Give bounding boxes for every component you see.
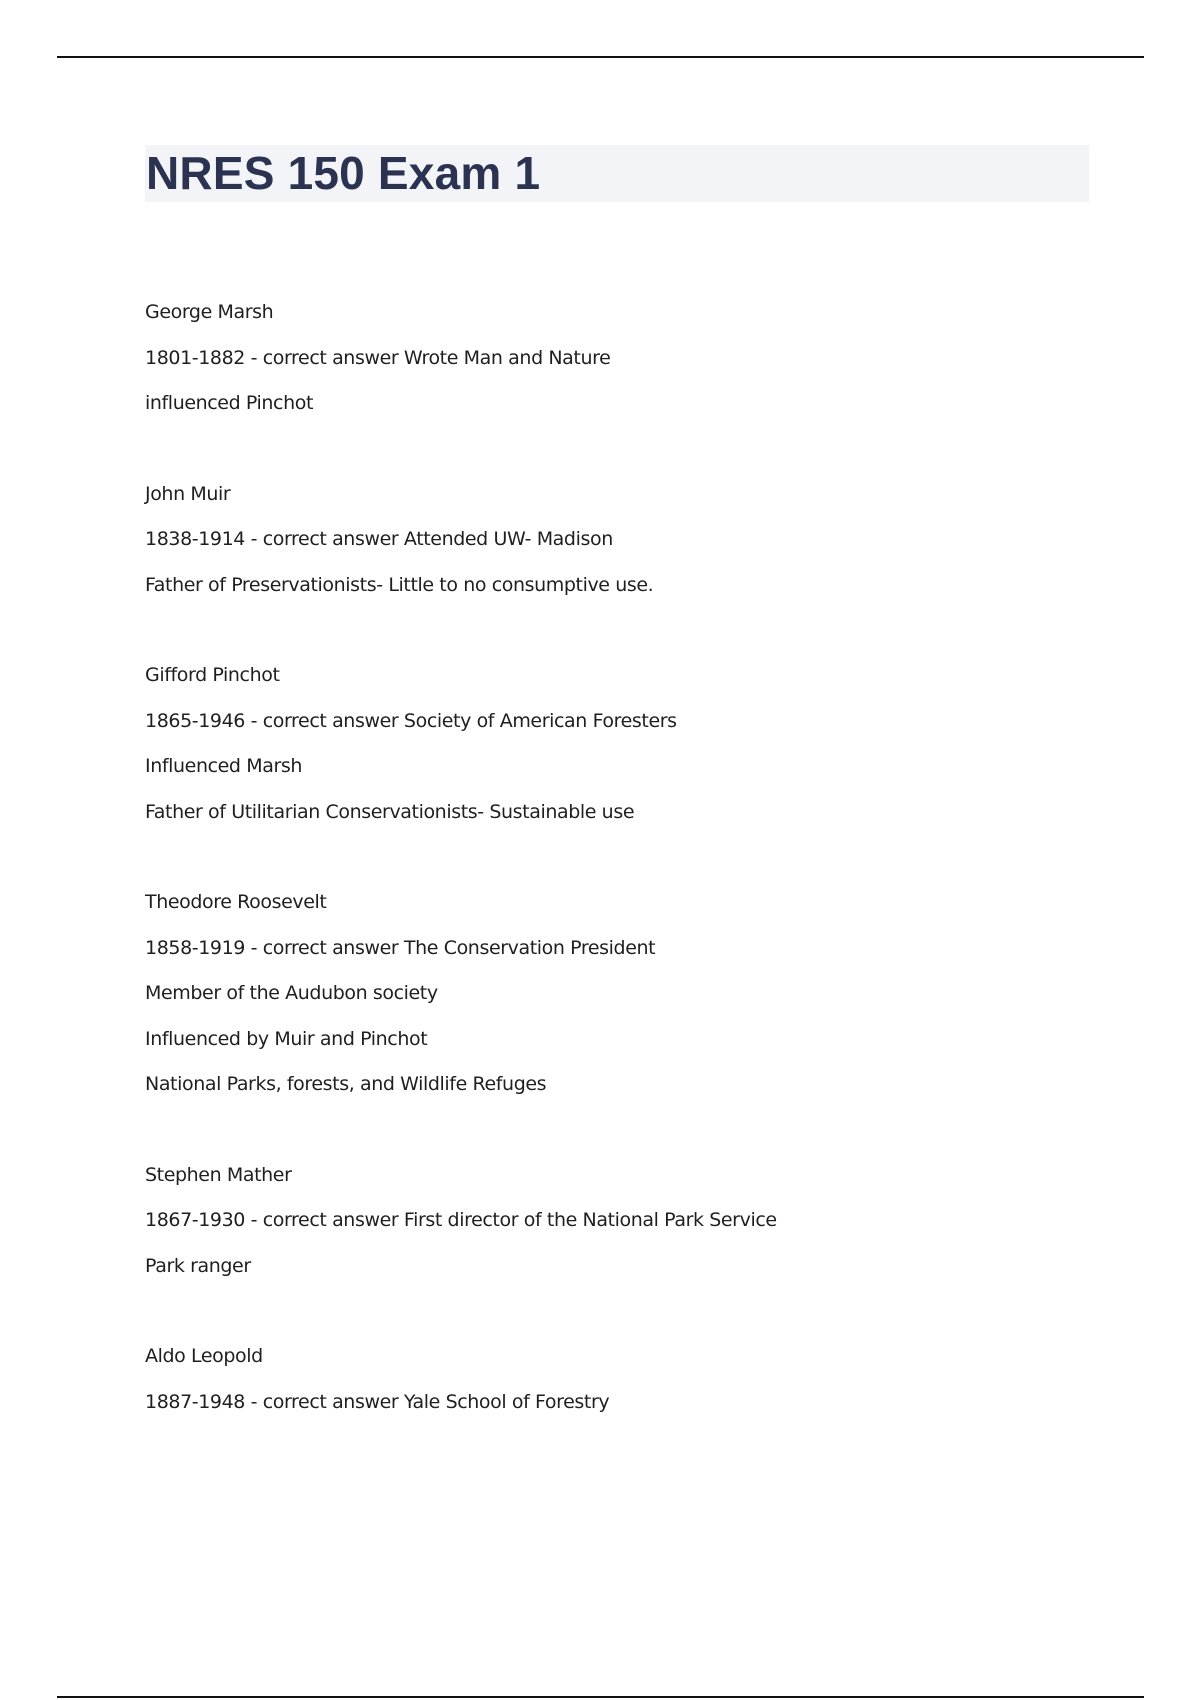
- entries-list: [145, 290, 1095, 1470]
- entry-detail: influenced Pinchot: [145, 392, 314, 414]
- entry-detail: Influenced Marsh: [145, 755, 303, 777]
- entry-term: John Muir: [145, 482, 231, 505]
- entry-detail: Father of Utilitarian Conservationists- Sustainable use: [145, 800, 635, 823]
- top-rule: [57, 56, 1144, 58]
- entry-answer: 1801-1882 - correct answer Wrote Man and Nature: [145, 346, 611, 369]
- entry-term: Theodore Roosevelt: [145, 891, 327, 913]
- entry-answer: 1865-1946 - correct answer Society of American Foresters: [145, 709, 677, 732]
- entry-detail: Member of the Audubon society: [145, 982, 438, 1004]
- entry-term: Stephen Mather: [145, 1163, 292, 1186]
- entry-answer: 1867-1930 - correct answer First director of the National Park Service: [145, 1209, 777, 1231]
- entry-detail: Park ranger: [145, 1254, 251, 1277]
- entry-detail: National Parks, forests, and Wildlife Refuges: [145, 1073, 547, 1095]
- entry-detail: Influenced by Muir and Pinchot: [145, 1027, 428, 1050]
- entry-gifford-pinchot: [145, 653, 1095, 835]
- entry-answer: 1838-1914 - correct answer Attended UW- Madison: [145, 528, 613, 550]
- entry-term: George Marsh: [145, 301, 274, 323]
- entry-stephen-mather: [145, 1153, 1095, 1290]
- bottom-rule: [57, 1696, 1144, 1698]
- entry-theodore-roosevelt: [145, 880, 1095, 1108]
- document-title: NRES 150 Exam 1: [146, 147, 541, 199]
- entry-term: Aldo Leopold: [145, 1345, 263, 1367]
- entry-aldo-leopold: [145, 1334, 1095, 1425]
- entry-john-muir: [145, 472, 1095, 609]
- entry-term: Gifford Pinchot: [145, 664, 280, 686]
- entry-answer: 1887-1948 - correct answer Yale School of Forestry: [145, 1390, 610, 1413]
- entry-detail: Father of Preservationists- Little to no consumptive use.: [145, 573, 654, 596]
- entry-answer: 1858-1919 - correct answer The Conservation President: [145, 936, 656, 959]
- entry-george-marsh: [145, 290, 1095, 427]
